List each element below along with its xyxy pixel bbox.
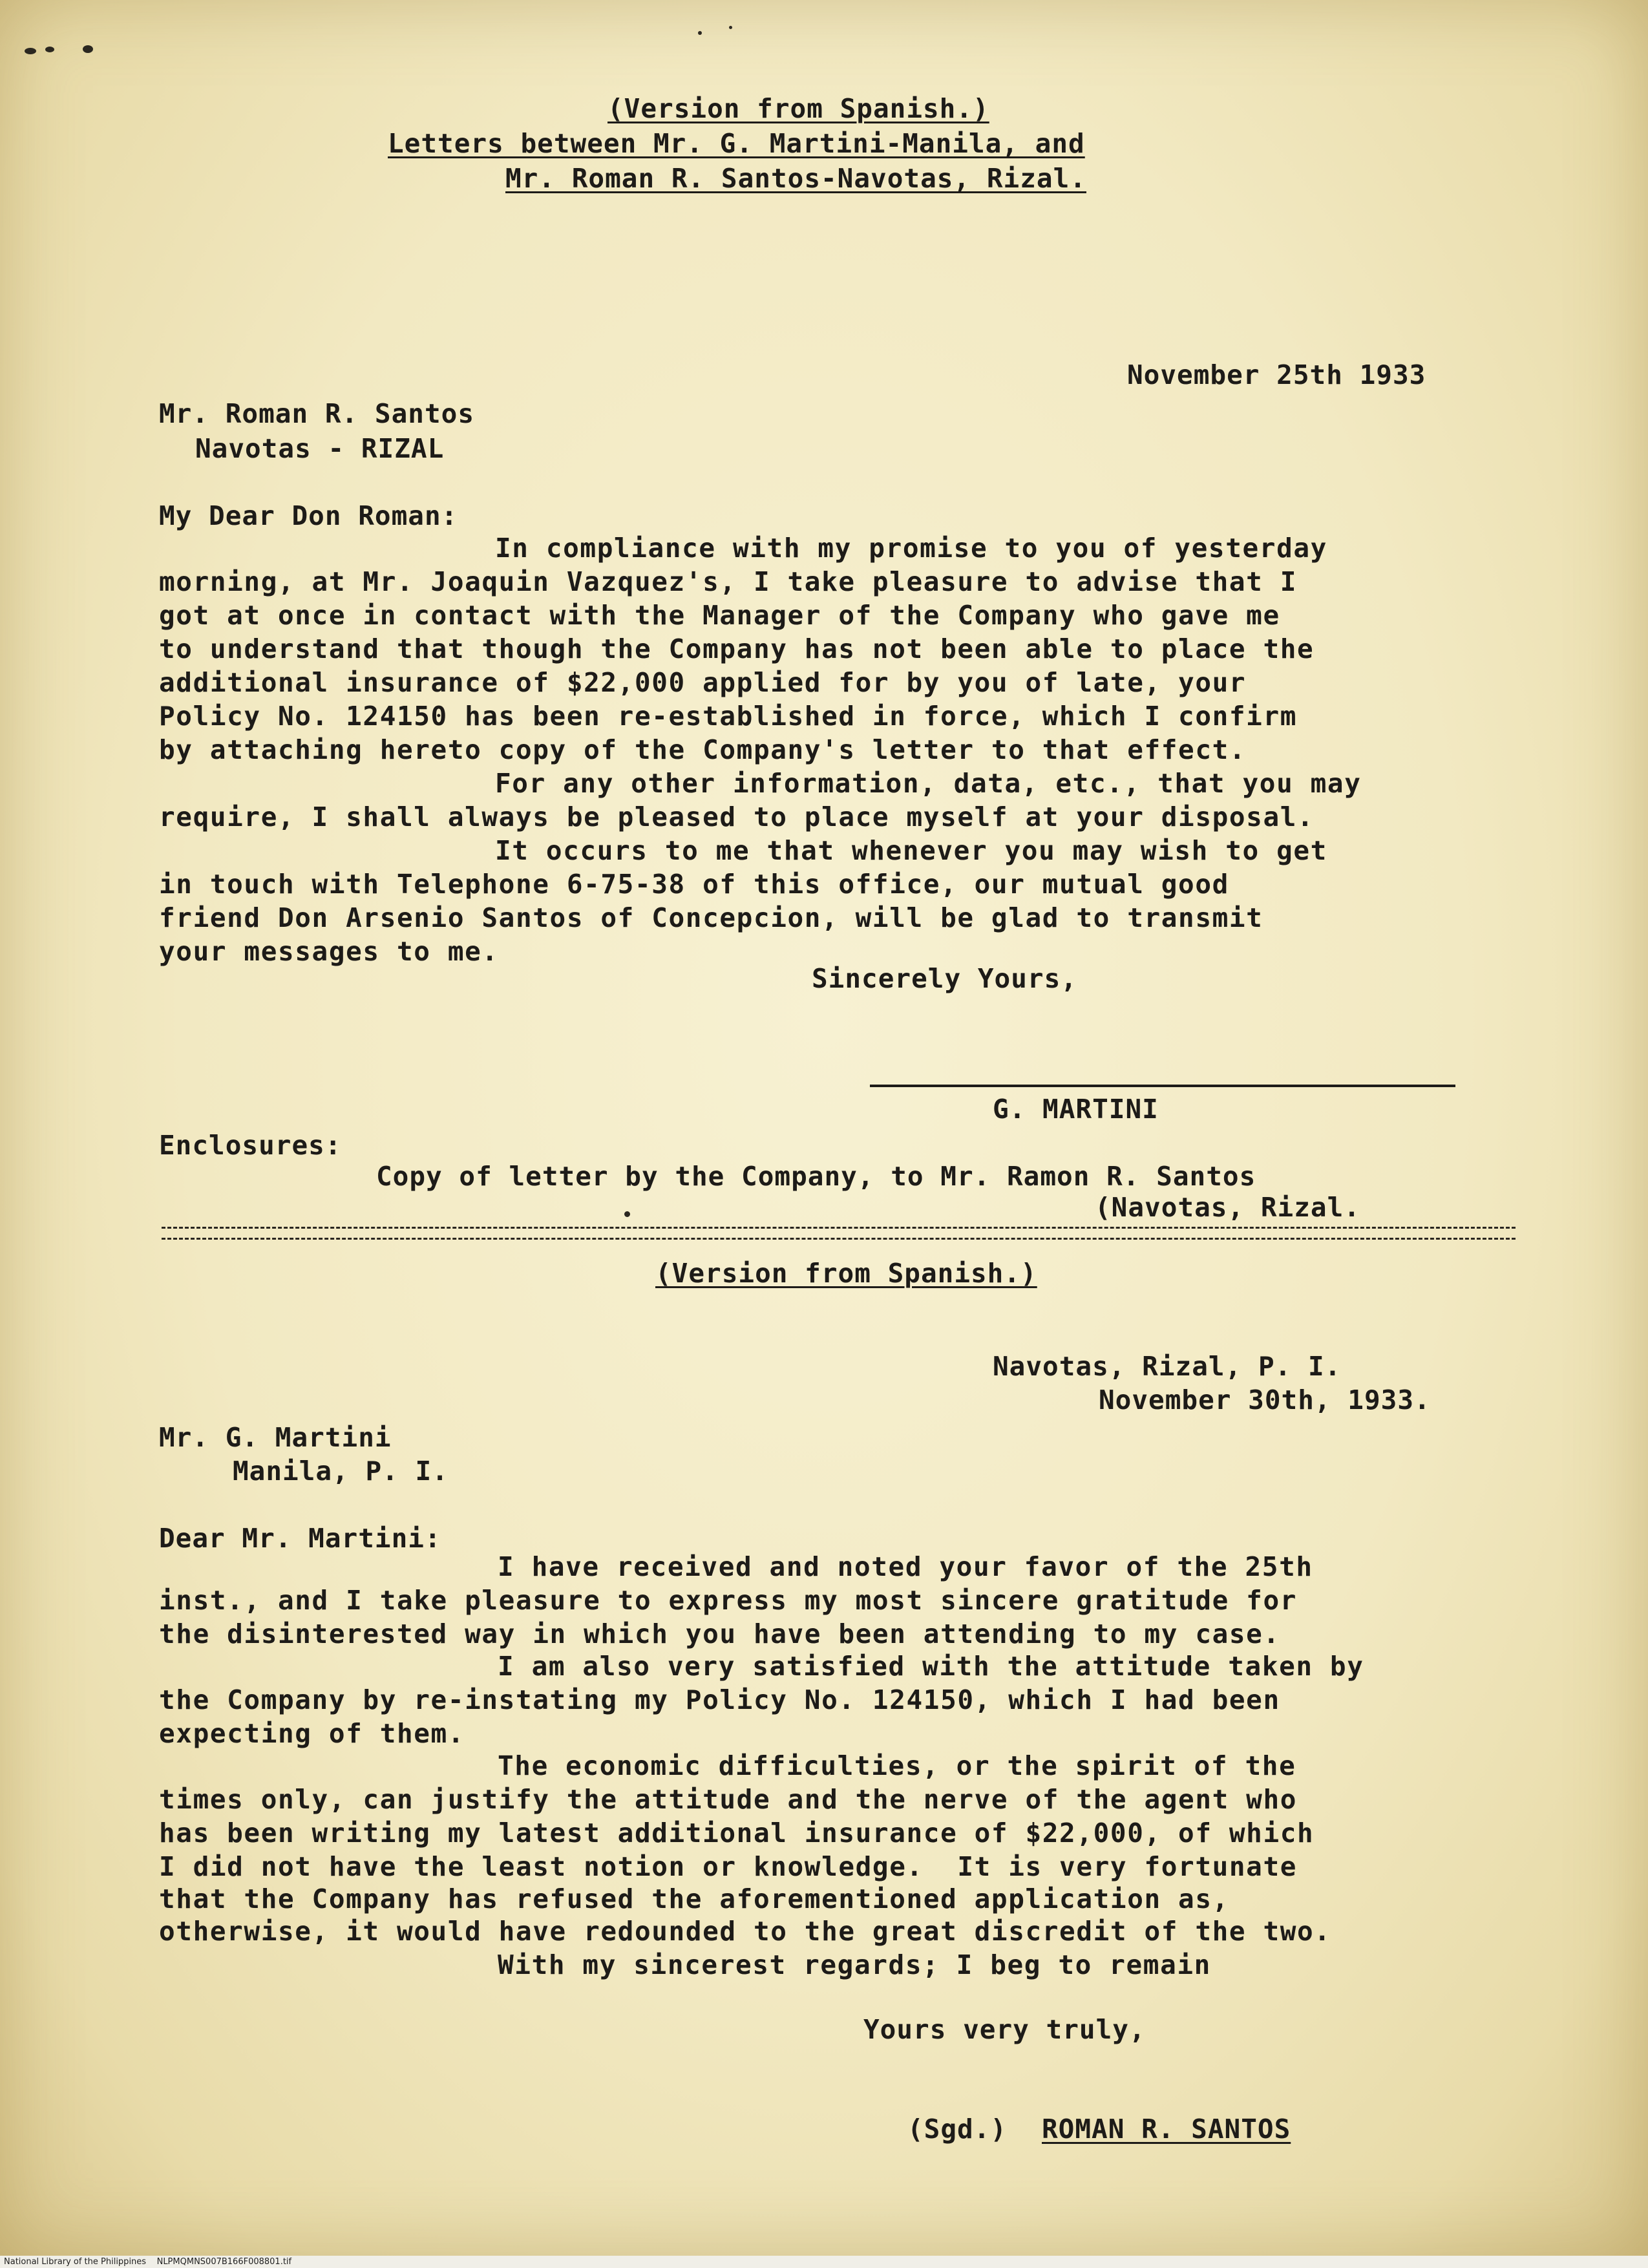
- letter1-body-line: by attaching hereto copy of the Company's letter to that effect.: [159, 734, 1247, 765]
- letter2-signer: ROMAN R. SANTOS: [1042, 2114, 1291, 2145]
- letter1-body-line: additional insurance of $22,000 applied for by you of late, your: [159, 667, 1247, 698]
- letter2-addressee-name: Mr. G. Martini: [159, 1422, 392, 1453]
- letter2-body-line: I have received and noted your favor of the 25th: [498, 1551, 1313, 1582]
- file-id: NLPMQMNS007B166F008801.tif: [156, 2257, 292, 2267]
- enclosure-line: (Navotas, Rizal.: [1095, 1192, 1360, 1223]
- letter2-version-note: (Version from Spanish.): [655, 1258, 1037, 1289]
- letter2-signed-prefix: (Sgd.): [907, 2114, 1008, 2145]
- letter1-body-line: to understand that though the Company has not been able to place the: [159, 633, 1315, 664]
- letters-divider: [162, 1227, 1516, 1240]
- ink-speck: [25, 48, 36, 54]
- letter2-body-line: expecting of them.: [159, 1718, 465, 1749]
- letter2-body-line: the disinterested way in which you have been attending to my case.: [159, 1618, 1280, 1649]
- letter2-body-line: times only, can justify the attitude and the nerve of the agent who: [159, 1784, 1298, 1815]
- letter1-body-line: It occurs to me that whenever you may wish to get: [495, 835, 1327, 866]
- letter1-body-line: friend Don Arsenio Santos of Concepcion, will be glad to transmit: [159, 902, 1263, 933]
- archive-label: National Library of the Philippines: [4, 2257, 147, 2267]
- ink-speck: [729, 26, 732, 29]
- letter1-body-line: in touch with Telephone 6-75-38 of this office, our mutual good: [159, 869, 1229, 900]
- letter1-addressee-place: Navotas - RIZAL: [195, 433, 445, 464]
- letter1-body-line: your messages to me.: [159, 936, 499, 967]
- letter1-addressee-name: Mr. Roman R. Santos: [159, 398, 474, 429]
- letter1-body-line: got at once in contact with the Manager of the Company who gave me: [159, 600, 1280, 631]
- letter1-salutation: My Dear Don Roman:: [159, 500, 458, 531]
- letter2-addressee-place: Manila, P. I.: [233, 1456, 449, 1487]
- letter2-closing: Yours very truly,: [863, 2014, 1146, 2045]
- letter2-body-line: has been writing my latest additional insurance of $22,000, of which: [159, 1818, 1315, 1849]
- letter2-body-line: I did not have the least notion or knowledge. It is very fortunate: [159, 1851, 1298, 1882]
- letter1-body-line: Policy No. 124150 has been re-established in force, which I confirm: [159, 701, 1298, 732]
- scan-footer-text: [4, 2256, 291, 2268]
- letter2-body-line: otherwise, it would have redounded to the great discredit of the two.: [159, 1916, 1331, 1947]
- letter2-body-line: The economic difficulties, or the spirit of the: [498, 1750, 1296, 1781]
- ink-speck: [698, 31, 702, 35]
- letter2-body-line: the Company by re-instating my Policy No. 124150, which I had been: [159, 1684, 1280, 1715]
- header-title-line2: Mr. Roman R. Santos-Navotas, Rizal.: [505, 163, 1086, 194]
- letter2-date: November 30th, 1933.: [1099, 1384, 1431, 1415]
- enclosure-line: Copy of letter by the Company, to Mr. Ramon R. Santos: [376, 1161, 1256, 1192]
- enclosures-label: Enclosures:: [159, 1130, 342, 1161]
- letter1-signer: G. MARTINI: [993, 1094, 1159, 1125]
- letter1-body-line: For any other information, data, etc., that you may: [495, 768, 1362, 799]
- header-title-line1: Letters between Mr. G. Martini-Manila, and: [388, 128, 1085, 159]
- letter1-body-line: In compliance with my promise to you of yesterday: [495, 533, 1327, 564]
- header-version-note: (Version from Spanish.): [607, 93, 989, 124]
- ink-speck: [45, 47, 54, 52]
- letter1-body-line: morning, at Mr. Joaquin Vazquez's, I take pleasure to advise that I: [159, 566, 1298, 597]
- letter1-date: November 25th 1933: [1127, 359, 1426, 390]
- ink-speck: [624, 1211, 630, 1217]
- letter2-body-line: that the Company has refused the aforementioned application as,: [159, 1883, 1229, 1914]
- letter2-body-line: I am also very satisfied with the attitude taken by: [498, 1651, 1364, 1682]
- signature-line: [870, 1085, 1455, 1087]
- letter2-body-line: With my sincerest regards; I beg to remain: [498, 1949, 1211, 1980]
- letter2-body-line: inst., and I take pleasure to express my most sincere gratitude for: [159, 1585, 1298, 1616]
- letter1-closing: Sincerely Yours,: [812, 963, 1077, 994]
- letter1-body-line: require, I shall always be pleased to place myself at your disposal.: [159, 801, 1315, 832]
- letter2-place: Navotas, Rizal, P. I.: [993, 1351, 1342, 1382]
- letter2-salutation: Dear Mr. Martini:: [159, 1523, 441, 1554]
- ink-speck: [83, 45, 93, 53]
